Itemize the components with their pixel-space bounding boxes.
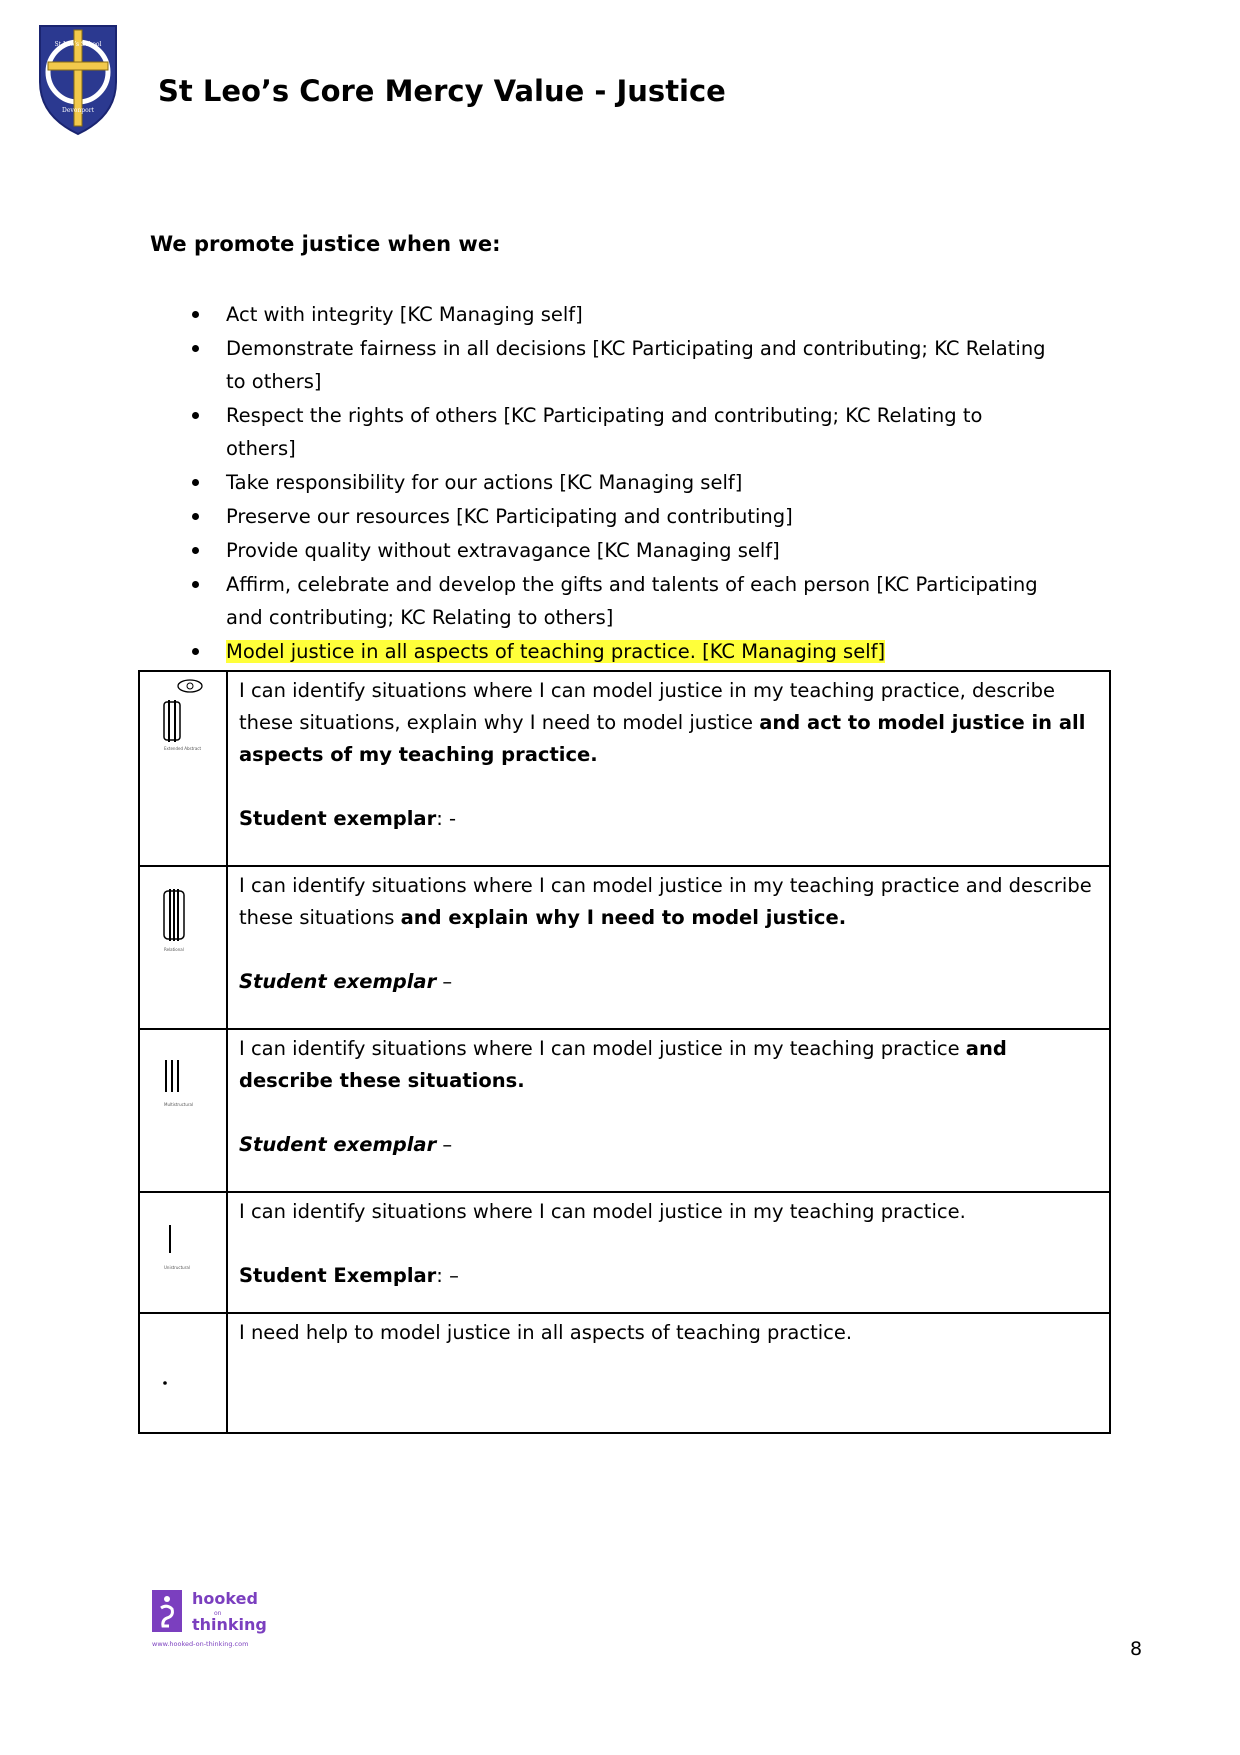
level-description-cell: I can identify situations where I can model justice in my teaching practice, describe these situations, explain why I need to model justice and act to model justice in all aspects of my teaching practice. Student exemplar: - <box>227 671 1110 866</box>
list-item: Affirm, celebrate and develop the gifts and talents of each person [KC Participating and contributing; KC Relating to others] <box>150 568 1050 634</box>
icon-caption: Multistructural <box>164 1102 194 1107</box>
hooked-on-thinking-logo <box>150 1586 290 1654</box>
brand-line-1: hooked <box>192 1589 258 1608</box>
brand-line-3: thinking <box>192 1615 267 1634</box>
icon-caption: Extended Abstract <box>164 746 202 751</box>
level-icon-cell <box>139 866 227 1029</box>
exemplar-label: Student exemplar <box>239 970 437 993</box>
page-number: 8 <box>1130 1638 1143 1660</box>
level-icon-cell <box>139 1313 227 1433</box>
table-row <box>139 1029 1110 1192</box>
logo-text-top: St Leo’s School <box>54 41 102 48</box>
extended-abstract-icon <box>160 676 204 748</box>
list-item: Act with integrity [KC Managing self] <box>150 298 1050 331</box>
school-crest-logo <box>34 20 122 138</box>
highlighted-list-item: Model justice in all aspects of teaching practice. [KC Managing self] <box>150 635 885 668</box>
level-description-cell: I can identify situations where I can model justice in my teaching practice. Student Exemplar: – <box>227 1192 1110 1313</box>
brand-url: www.hooked-on-thinking.com <box>152 1640 249 1648</box>
level-icon-cell <box>139 671 227 866</box>
multistructural-icon <box>160 1058 190 1094</box>
list-item: Take responsibility for our actions [KC Managing self] <box>150 466 1050 499</box>
table-row <box>139 1192 1110 1313</box>
intro-heading: We promote justice when we: <box>150 232 501 256</box>
list-item: Provide quality without extravagance [KC Managing self] <box>150 534 1050 567</box>
unistructural-icon <box>160 1223 180 1255</box>
level-icon-cell <box>139 1029 227 1192</box>
table-row <box>139 866 1110 1029</box>
logo-text-bottom: Devonport <box>62 107 94 114</box>
page-title: St Leo’s Core Mercy Value - Justice <box>158 74 726 108</box>
list-item: Demonstrate fairness in all decisions [KC Participating and contributing; KC Relating to others] <box>150 332 1050 398</box>
relational-icon <box>160 887 190 945</box>
exemplar-label: Student exemplar <box>239 1133 437 1156</box>
icon-caption: Unistructural <box>164 1265 190 1270</box>
level-icon-cell <box>139 1192 227 1313</box>
level-description-cell: I can identify situations where I can model justice in my teaching practice and describe these situations and explain why I need to model justice. Student exemplar – <box>227 866 1110 1029</box>
list-item: Respect the rights of others [KC Participating and contributing; KC Relating to others] <box>150 399 1050 465</box>
table-row <box>139 671 1110 866</box>
icon-caption: Relational <box>164 947 184 952</box>
level-description-cell: I can identify situations where I can model justice in my teaching practice and describe these situations. Student exemplar – <box>227 1029 1110 1192</box>
table-row <box>139 1313 1110 1433</box>
exemplar-label: Student exemplar <box>239 807 437 830</box>
justice-values-list <box>150 298 1050 669</box>
exemplar-label: Student Exemplar <box>239 1264 437 1287</box>
list-item: Preserve our resources [KC Participating and contributing] <box>150 500 1050 533</box>
prestructural-icon <box>160 1378 180 1388</box>
brand-line-2: on <box>214 1610 222 1617</box>
level-description-cell: I need help to model justice in all aspects of teaching practice. <box>227 1313 1110 1433</box>
solo-rubric-table <box>138 670 1111 1434</box>
